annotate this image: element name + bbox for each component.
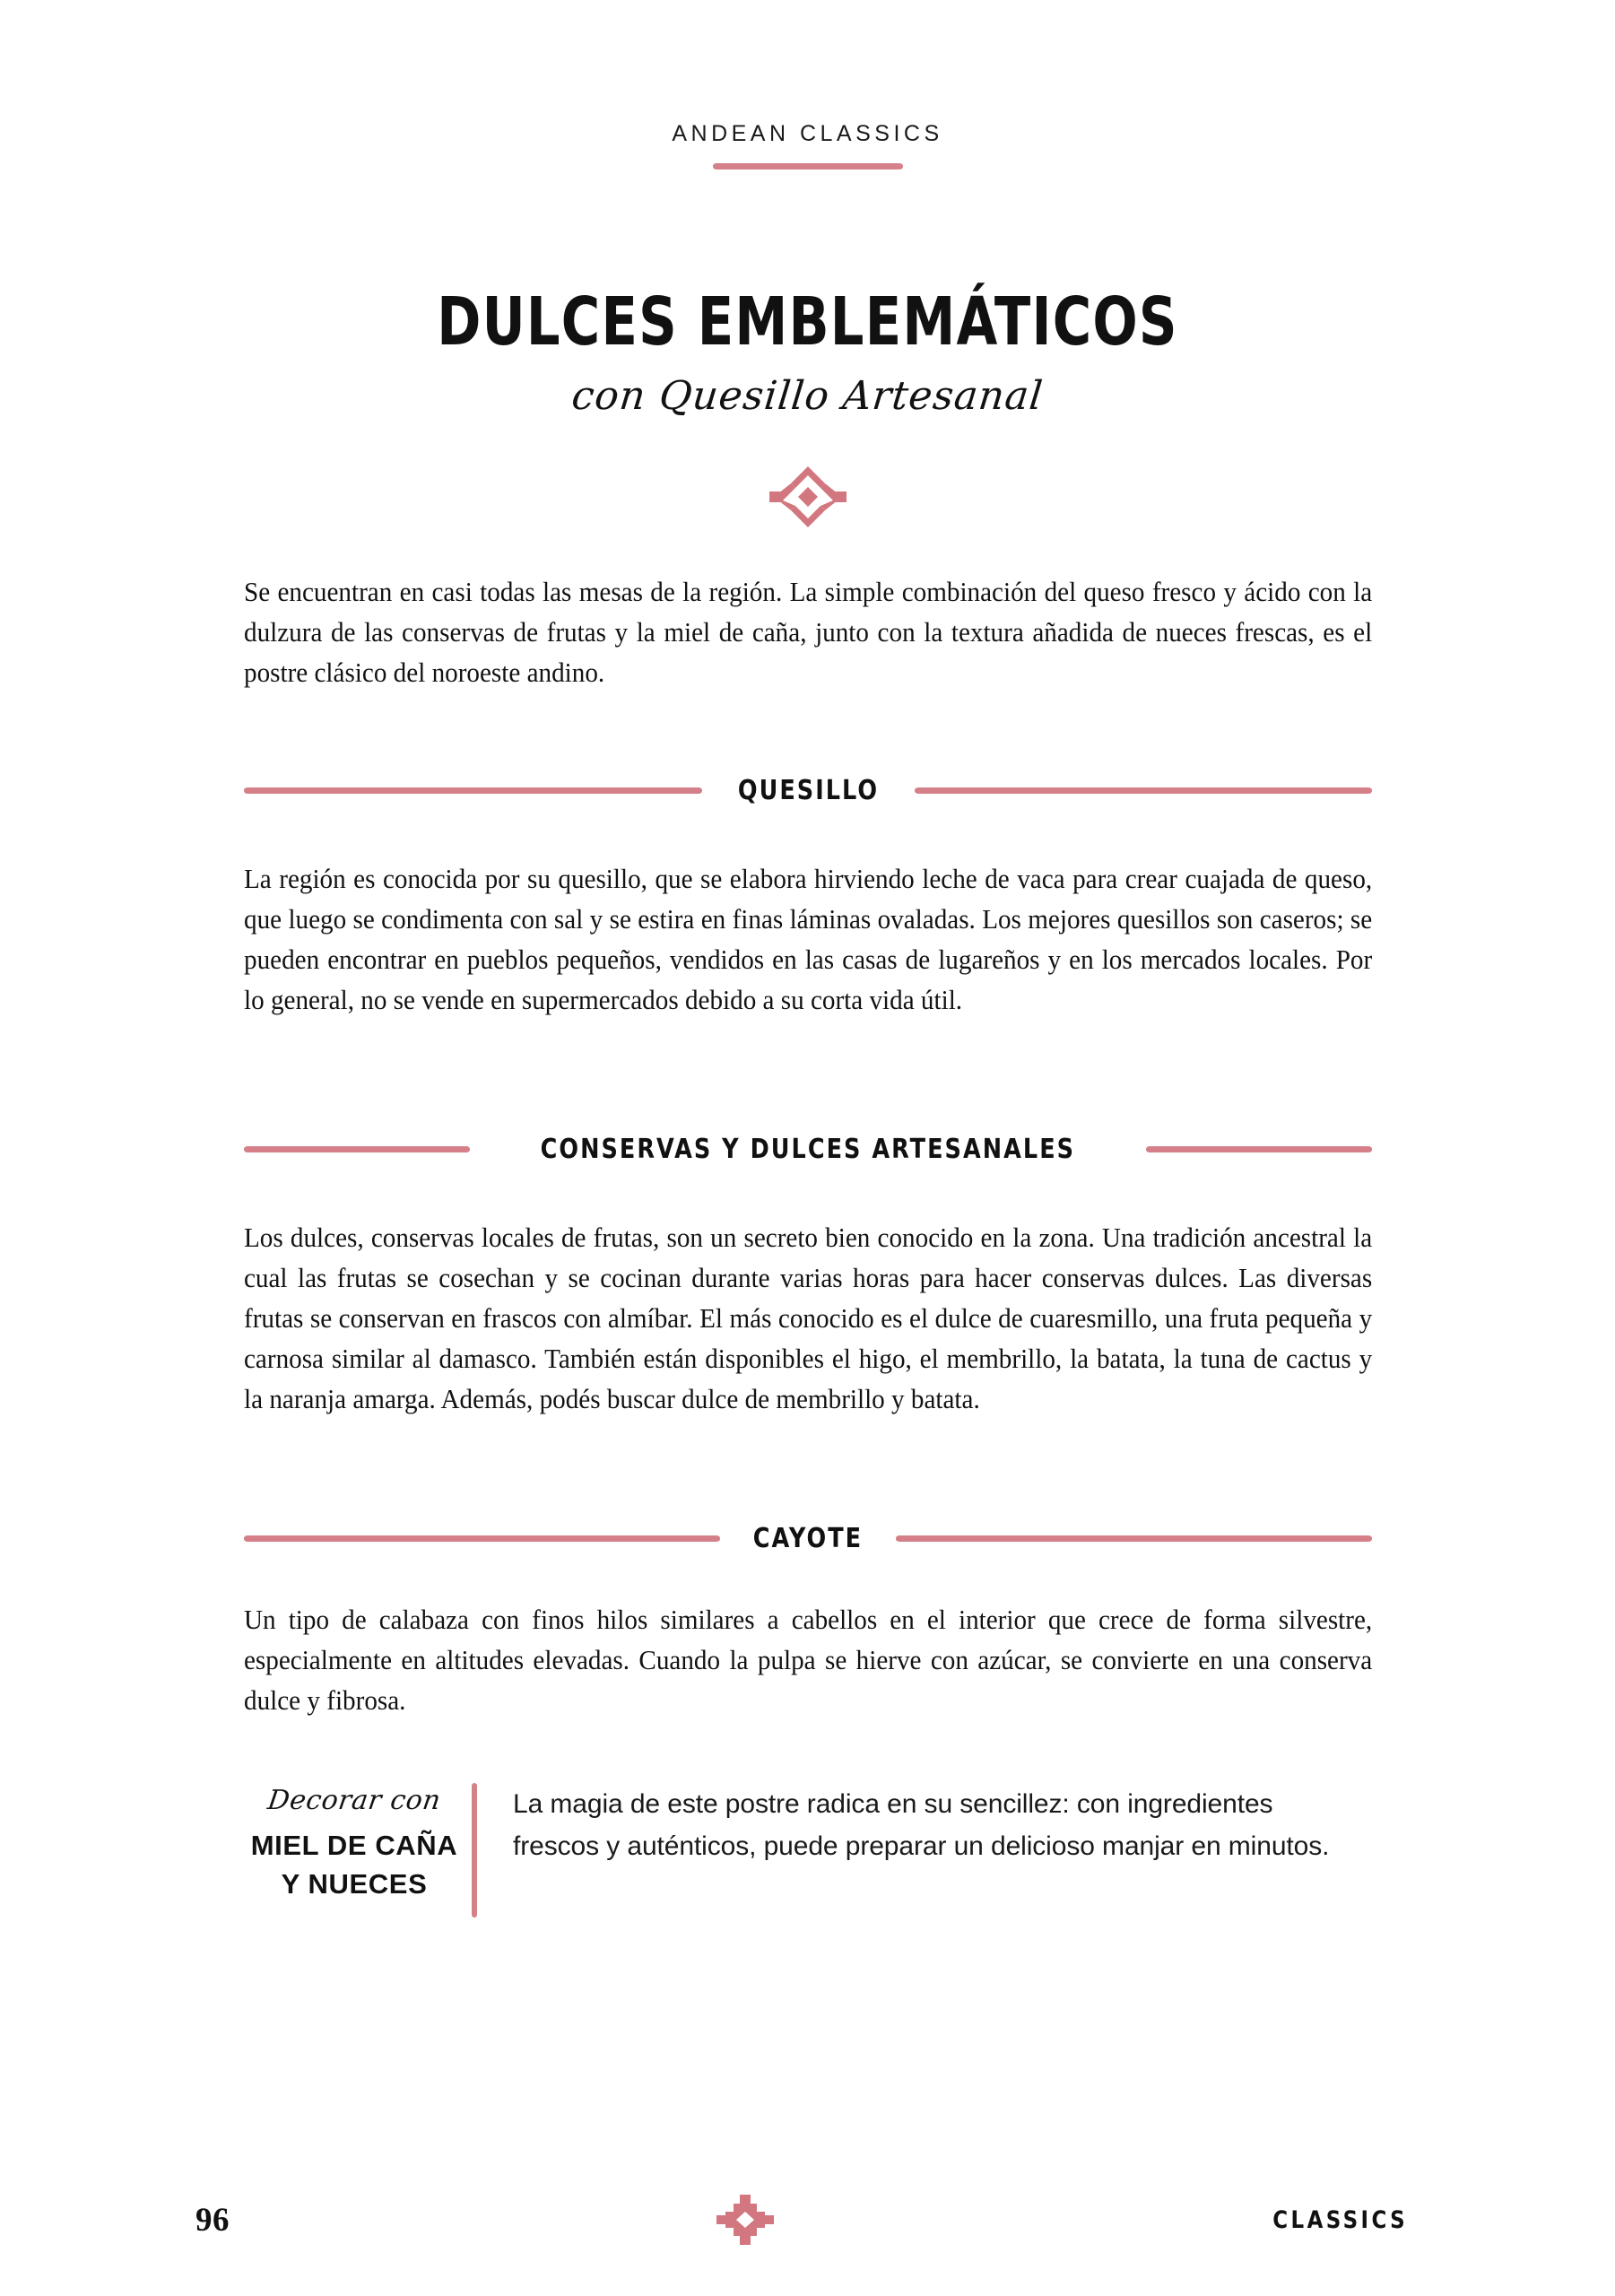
running-head-brush-rule	[713, 163, 903, 170]
decoration-callout	[237, 1778, 1365, 1918]
intro-paragraph-wrap	[244, 572, 1372, 693]
page-footer	[195, 2179, 1420, 2260]
section-heading-label: CAYOTE	[752, 1523, 864, 1554]
callout-ingredient-line-2: Y NUECES	[281, 1867, 428, 1900]
running-head-label: ANDEAN CLASSICS	[672, 121, 943, 146]
page-subtitle: con Quesillo Artesanal	[569, 373, 1046, 419]
section-paragraph-wrap-quesillo	[244, 859, 1372, 1021]
section-paragraph-conservas: Los dulces, conservas locales de frutas, son un secreto bien conocido en la zona. Una tradición ancestral la cual las frutas se cosechan y se cocinan durante varias horas para hacer conservas dulces. Las diversas frutas se conservan en frascos con almíbar. El más conocido es el dulce de cuaresmillo, una fruta pequeña y carnosa similar al damasco. También están disponibles el higo, el membrillo, la batata, la tuna de cactus y la naranja amarga. Además, podés buscar dulce de membrillo y batata.	[244, 1222, 1373, 1414]
section-heading-cayote	[244, 1523, 1372, 1554]
divider-rule-left	[244, 787, 702, 794]
callout-ingredients	[237, 1778, 472, 1904]
page-number: 96	[195, 2201, 230, 2239]
title-block	[0, 283, 1615, 419]
divider-rule-left	[244, 1535, 720, 1542]
section-paragraph-wrap-conservas	[244, 1218, 1372, 1420]
page-title: DULCES EMBLEMÁTICOS	[437, 283, 1178, 361]
callout-ingredient-line-1: MIEL DE CAÑA	[250, 1830, 458, 1861]
callout-note-wrap	[477, 1778, 1365, 1868]
section-heading-label: QUESILLO	[737, 775, 879, 806]
section-paragraph-wrap-cayote	[244, 1600, 1372, 1721]
footer-section-mark: CLASSICS	[1272, 2205, 1408, 2234]
divider-rule-right	[896, 1535, 1372, 1542]
callout-note: La magia de este postre radica en su sencillez: con ingredientes frescos y auténticos, puede preparar un delicioso manjar en minutos.	[513, 1789, 1330, 1862]
section-heading-label: CONSERVAS Y DULCES ARTESANALES	[540, 1134, 1076, 1165]
section-heading-conservas	[244, 1134, 1372, 1165]
divider-rule-right	[915, 787, 1373, 794]
section-paragraph-cayote: Un tipo de calabaza con finos hilos similares a cabellos en el interior que crece de forma silvestre, especialmente en altitudes elevadas. Cuando la pulpa se hierve con azúcar, se convierte en una conserva dulce y fibrosa.	[244, 1604, 1373, 1716]
andean-cross-ornament	[716, 2195, 774, 2245]
section-heading-quesillo	[244, 775, 1372, 806]
divider-rule-right	[1146, 1146, 1372, 1152]
running-head	[0, 121, 1615, 170]
intro-paragraph: Se encuentran en casi todas las mesas de la región. La simple combinación del queso fresco y ácido con la dulzura de las conservas de frutas y la miel de caña, junto con la textura añadida de nueces frescas, es el postre clásico del noroeste andino.	[244, 576, 1373, 688]
callout-script-label: Decorar con	[265, 1785, 443, 1816]
callout-vertical-rule	[472, 1783, 477, 1918]
divider-rule-left	[244, 1146, 470, 1152]
andean-diamond-ornament	[0, 463, 1615, 531]
section-paragraph-quesillo: La región es conocida por su quesillo, que se elabora hirviendo leche de vaca para crear cuajada de queso, que luego se condimenta con sal y se estira en finas láminas ovaladas. Los mejores quesillos son caseros; se pueden encontrar en pueblos pequeños, vendidos en las casas de lugareños y en los mercados locales. Por lo general, no se vende en supermercados debido a su corta vida útil.	[244, 863, 1373, 1015]
